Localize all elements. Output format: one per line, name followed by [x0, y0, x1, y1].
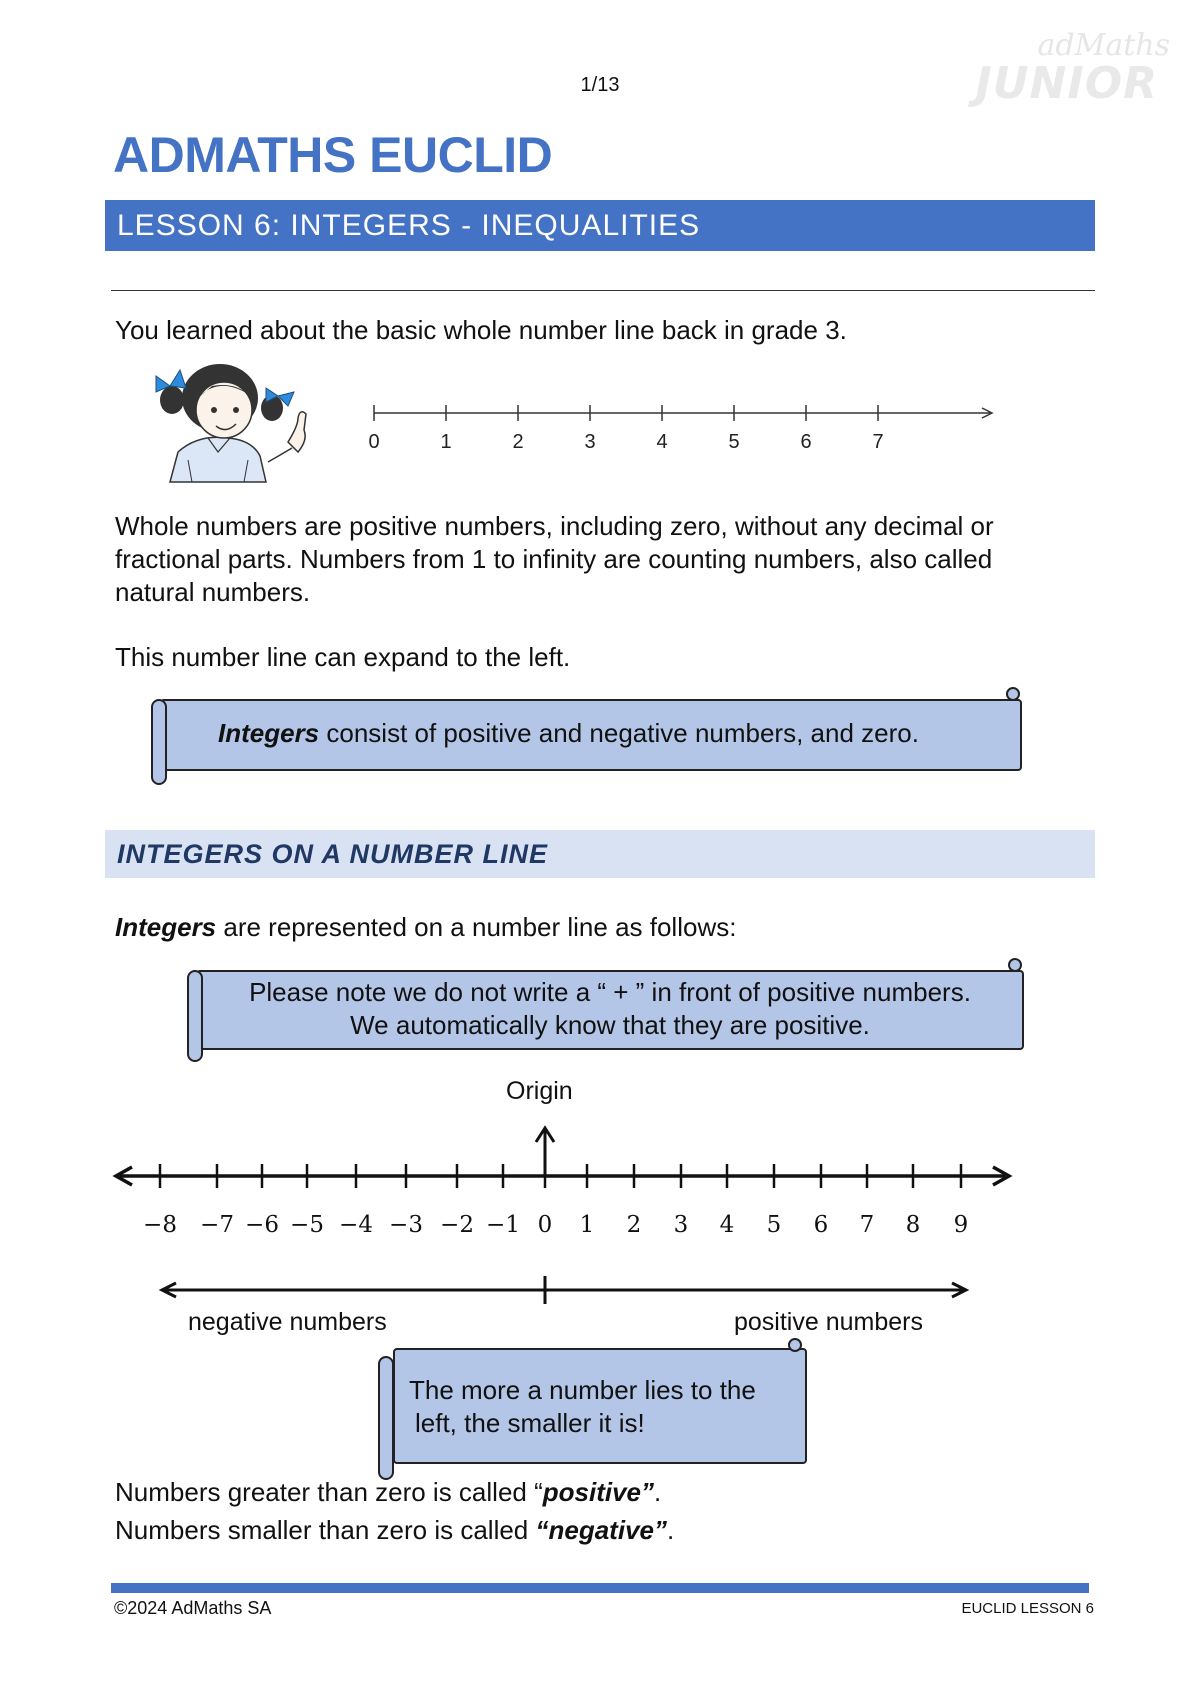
note-line: We automatically know that they are positive.	[350, 1010, 870, 1040]
integer-tick-label: 2	[626, 1212, 642, 1238]
integer-tick-label: −1	[486, 1212, 520, 1238]
integer-tick-label: 0	[537, 1212, 553, 1238]
positive-word: positive”	[542, 1477, 654, 1507]
intro-text: You learned about the basic whole number line back in grade 3.	[115, 315, 847, 345]
integers-term: Integers	[218, 718, 320, 748]
callout-text	[218, 717, 919, 750]
integer-tick-label: −2	[440, 1212, 474, 1238]
integers-definition: consist of positive and negative numbers, and zero.	[319, 718, 919, 748]
negative-definition	[115, 1514, 674, 1547]
origin-label: Origin	[506, 1077, 573, 1105]
girl-illustration	[148, 352, 318, 484]
integer-tick-label: 1	[579, 1212, 595, 1238]
positive-definition	[115, 1476, 661, 1509]
integer-tick-label: 4	[719, 1212, 735, 1238]
integers-intro	[115, 911, 736, 944]
integer-tick-label: −8	[143, 1212, 177, 1238]
direction-line	[158, 1272, 970, 1308]
whole-number-tick-label: 0	[368, 431, 380, 452]
integer-tick-label: 5	[766, 1212, 782, 1238]
callout-line: The more a number lies to the	[409, 1375, 756, 1405]
admaths-junior-logo	[975, 28, 1170, 109]
page-title: ADMATHS EUCLID	[113, 127, 553, 183]
footer-bar	[111, 1583, 1089, 1593]
integers-term: Integers	[115, 912, 217, 942]
whole-number-tick-label: 5	[728, 431, 740, 452]
integer-tick-label: 8	[905, 1212, 921, 1238]
footer-copyright: ©2024 AdMaths SA	[114, 1598, 272, 1618]
integer-tick-label: −5	[290, 1212, 324, 1238]
whole-number-tick-label: 7	[872, 431, 884, 452]
integer-number-line	[110, 1118, 1015, 1244]
scroll-curl-left	[151, 699, 167, 785]
scroll-curl-left	[187, 970, 203, 1062]
negative-word: “negative”	[535, 1515, 667, 1545]
integer-tick-label: −4	[339, 1212, 373, 1238]
integer-tick-label: 9	[953, 1212, 969, 1238]
integers-definition-callout	[160, 699, 1022, 771]
paragraph-line: fractional parts. Numbers from 1 to infinity are counting numbers, also called	[115, 544, 993, 574]
integer-tick-label: −7	[200, 1212, 234, 1238]
integer-tick-label: 6	[813, 1212, 829, 1238]
divider	[111, 290, 1095, 291]
whole-numbers-paragraph	[115, 510, 994, 609]
positive-sign-note-callout	[196, 970, 1024, 1050]
lesson-title: LESSON 6: INTEGERS - INEQUALITIES	[117, 209, 701, 242]
footer-lesson: EUCLID LESSON 6	[961, 1600, 1094, 1617]
whole-number-tick-label: 4	[656, 431, 668, 452]
lesson-banner	[105, 200, 1095, 251]
section-title: INTEGERS ON A NUMBER LINE	[117, 839, 549, 869]
scroll-curl-top	[1006, 687, 1020, 701]
smaller-left-callout	[393, 1348, 807, 1464]
integers-intro-text: are represented on a number line as follows:	[216, 912, 737, 942]
scroll-curl-top	[788, 1338, 802, 1352]
integer-tick-label: −6	[245, 1212, 279, 1238]
whole-number-line	[360, 396, 1000, 452]
scroll-curl-left	[378, 1356, 394, 1480]
positive-definition-text: Numbers greater than zero is called “	[115, 1477, 543, 1507]
positive-numbers-label: positive numbers	[734, 1308, 923, 1336]
integer-tick-label: 7	[859, 1212, 875, 1238]
integer-tick-label: 3	[673, 1212, 689, 1238]
paragraph-line: Whole numbers are positive numbers, including zero, without any decimal or	[115, 511, 994, 541]
expand-text: This number line can expand to the left.	[115, 642, 571, 672]
negative-definition-end: .	[667, 1515, 675, 1545]
whole-number-tick-label: 3	[584, 431, 596, 452]
note-line: Please note we do not write a “ + ” in front of positive numbers.	[249, 977, 971, 1007]
callout-line: left, the smaller it is!	[415, 1408, 645, 1438]
page-number: 1/13	[580, 74, 620, 96]
negative-definition-text: Numbers smaller than zero is called	[115, 1515, 536, 1545]
negative-numbers-label: negative numbers	[188, 1308, 387, 1336]
whole-number-tick-label: 2	[512, 431, 524, 452]
section-banner	[105, 830, 1095, 878]
whole-number-tick-label: 1	[440, 431, 452, 452]
scroll-curl-top	[1008, 958, 1022, 972]
logo-text-top: adMaths	[1037, 28, 1170, 63]
whole-number-tick-label: 6	[800, 431, 812, 452]
integer-tick-label: −3	[389, 1212, 423, 1238]
paragraph-line: natural numbers.	[115, 577, 311, 607]
positive-definition-end: .	[654, 1477, 662, 1507]
logo-text-bottom: JUNIOR	[975, 58, 1158, 109]
